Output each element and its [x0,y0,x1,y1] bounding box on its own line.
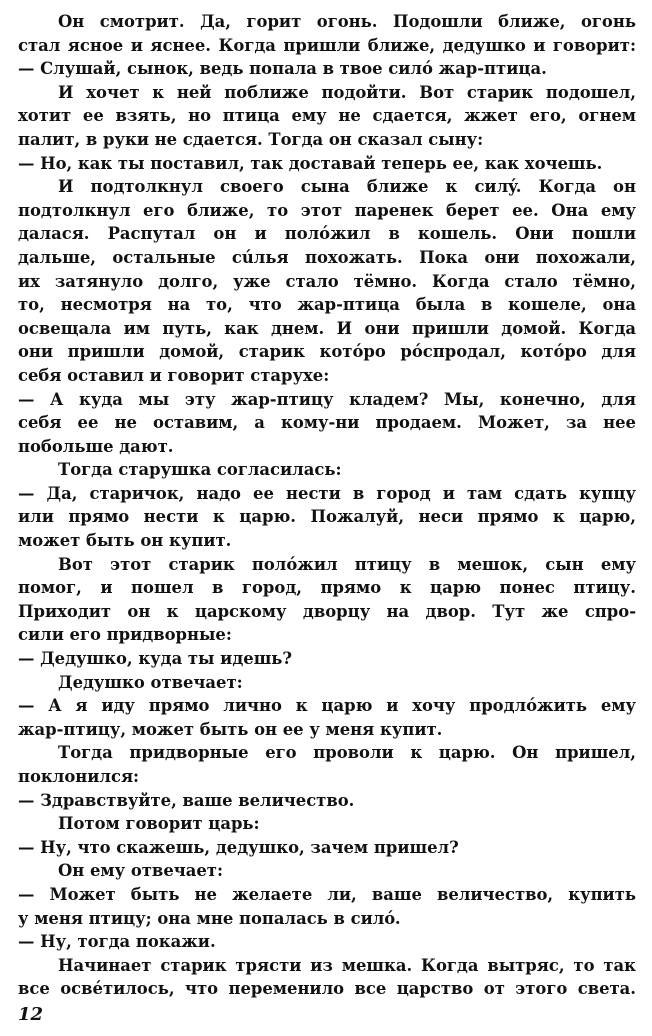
text-line: может быть он купит. [18,531,232,551]
text-line: палит, в руки не сдается. Тогда он сказал сыну: [18,129,484,149]
text-line: Приходит он к царскому дворцу на двор. Тут же спро- [18,601,636,621]
page-text [18,10,636,1001]
text-line: освещала им путь, как днем. И они пришли домой. Когда [18,318,636,338]
text-line: — А куда мы эту жар-птицу кладем? Мы, конечно, для [18,389,636,409]
text-line: Потом говорит царь: [58,814,260,834]
text-line: И подтолкнул своего сына ближе к силý. Когда он [58,177,636,197]
text-line: далася. Распутал он и полóжил в кошель. Они пошли [18,224,636,244]
text-line: Тогда придворные его проволи к царю. Он пришел, [58,743,636,763]
text-line: Он смотрит. Да, горит огонь. Подошли ближе, огонь [58,12,636,31]
text-line: дальше, остальные сúлья похожать. Пока они похожали, [18,247,636,267]
text-line: — Может быть не желаете ли, ваше величество, купить [18,884,636,904]
text-line: то, несмотря на то, что жар-птица была в кошеле, она [18,295,636,315]
text-line: все освéтилось, что переменило все царство от этого света. [18,979,636,999]
page-number: 12 [18,1004,44,1025]
text-line: — Слушай, сынок, ведь попала в твое силó жар-птица. [18,59,547,79]
text-line: Начинает старик трясти из мешка. Когда вытряс, то так [58,955,636,975]
text-line: — Но, как ты поставил, так доставай теперь ее, как хочешь. [18,153,603,173]
text-line: их затянуло долго, уже стало тёмно. Когда стало тёмно, [18,271,636,291]
text-line: Он ему отвечает: [58,861,224,881]
text-line: — Здравствуйте, ваше величество. [18,790,355,810]
text-line: жар-птицу, может быть он ее у меня купит. [18,719,443,739]
text-line: Тогда старушка согласилась: [58,460,342,480]
book-page [18,10,636,1030]
text-line: — Да, старичок, надо ее нести в город и там сдать купцу [18,483,636,503]
text-line: себя ее не оставим, а кому-ни продаем. Может, за нее [18,413,636,433]
text-line: — Ну, что скажешь, дедушко, зачем пришел? [18,837,459,857]
text-line: сили его придворные: [18,625,232,645]
text-line: или прямо нести к царю. Пожалуй, неси прямо к царю, [18,507,636,527]
text-line: побольше дают. [18,436,174,456]
text-line: — А я иду прямо лично к царю и хочу продлóжить ему [18,696,636,716]
text-line: И хочет к ней поближе подойти. Вот старик подошел, [58,82,636,102]
text-line: хотит ее взять, но птица ему не сдается, жжет его, огнем [18,106,636,126]
text-line: себя оставил и говорит старухе: [18,365,330,385]
text-line: у меня птицу; она мне попалась в силó. [18,908,401,928]
text-line: стал ясное и яснее. Когда пришли ближе, дедушко и говорит: [18,35,636,55]
text-line: — Дедушко, куда ты идешь? [18,649,293,669]
text-line: Дедушко отвечает: [58,672,243,692]
text-line: Вот этот старик полóжил птицу в мешок, сын ему [58,554,636,574]
text-line: помог, и пошел в город, прямо к царю понес птицу. [18,578,636,598]
text-line: — Ну, тогда покажи. [18,932,216,952]
text-line: они пришли домой, старик котóро рóспродал, котóро для [18,342,636,362]
text-line: поклонился: [18,767,140,786]
text-line: подтолкнул его ближе, то этот паренек берет ее. Она ему [18,200,636,220]
